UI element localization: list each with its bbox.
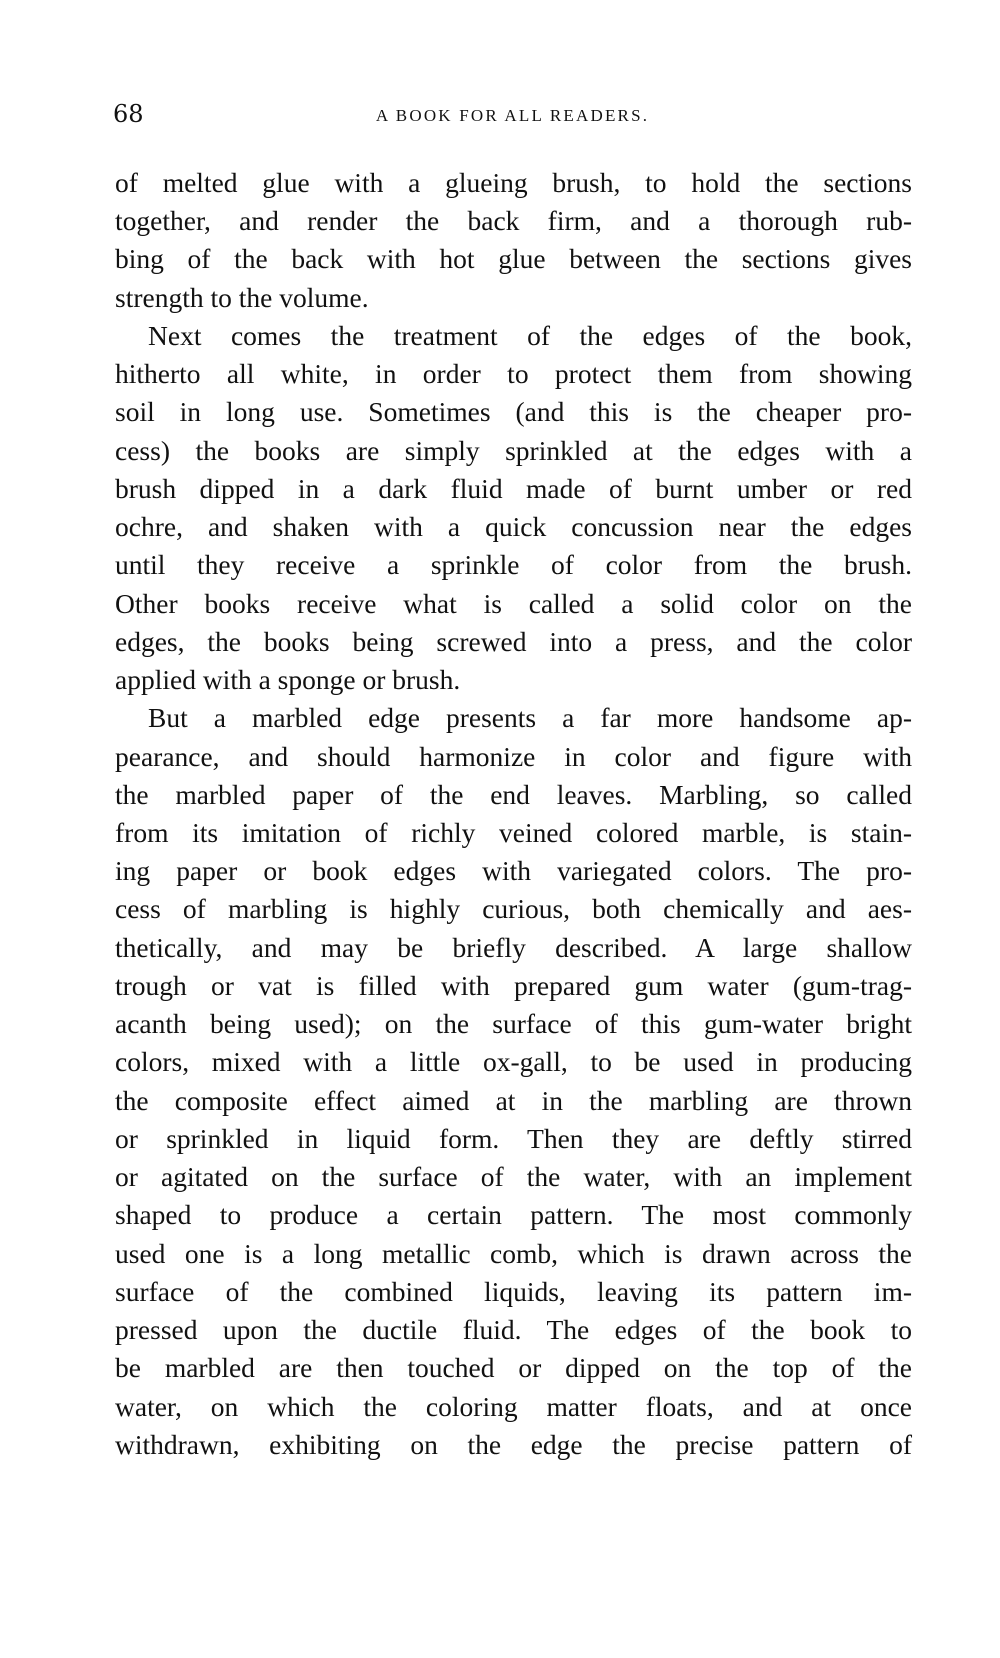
text-line: from its imitation of richly veined colored marble, is stain- [115, 816, 912, 848]
text-line: cess of marbling is highly curious, both chemically and aes- [115, 893, 912, 925]
text-line: the composite effect aimed at in the marbling are thrown [115, 1084, 912, 1116]
text-line: soil in long use. Sometimes (and this is the cheaper pro- [115, 396, 912, 428]
text-line: the marbled paper of the end leaves. Marbling, so called [115, 778, 912, 810]
text-line: together, and render the back firm, and a thorough rub- [115, 205, 912, 237]
text-line: ochre, and shaken with a quick concussion near the edges [115, 511, 912, 543]
text-line: thetically, and may be briefly described. A large shallow [115, 931, 912, 963]
text-line: strength to the volume. [115, 281, 369, 313]
text-line: used one is a long metallic comb, which is drawn across the [115, 1237, 912, 1269]
text-line: applied with a sponge or brush. [115, 664, 461, 696]
running-head: A BOOK FOR ALL READERS. [375, 106, 650, 125]
text-line: But a marbled edge presents a far more handsome ap- [148, 702, 912, 734]
text-line: cess) the books are simply sprinkled at the edges with a [115, 434, 912, 466]
text-line: ing paper or book edges with variegated colors. The pro- [115, 855, 912, 887]
text-line: pressed upon the ductile fluid. The edges of the book to [115, 1314, 912, 1346]
text-line: acanth being used); on the surface of this gum-water bright [115, 1008, 912, 1040]
page-number: 68 [113, 100, 144, 128]
text-line: or agitated on the surface of the water, with an implement [115, 1161, 912, 1193]
text-line: of melted glue with a glueing brush, to hold the sections [115, 167, 912, 198]
text-line: shaped to produce a certain pattern. The most commonly [115, 1199, 912, 1231]
text-line: brush dipped in a dark fluid made of burnt umber or red [115, 472, 912, 504]
text-line: until they receive a sprinkle of color from the brush. [115, 549, 912, 581]
text-line: Next comes the treatment of the edges of the book, [148, 319, 912, 351]
text-line: withdrawn, exhibiting on the edge the precise pattern of [115, 1428, 912, 1460]
text-line: pearance, and should harmonize in color and figure with [115, 740, 912, 772]
text-line: or sprinkled in liquid form. Then they are deftly stirred [115, 1122, 912, 1154]
text-line: hitherto all white, in order to protect them from showing [115, 358, 912, 390]
text-line: colors, mixed with a little ox-gall, to be used in producing [115, 1046, 912, 1078]
text-line: surface of the combined liquids, leaving its pattern im- [115, 1275, 912, 1307]
text-line: water, on which the coloring matter floats, and at once [115, 1390, 912, 1422]
text-line: Other books receive what is called a solid color on the [115, 587, 912, 619]
text-line: edges, the books being screwed into a press, and the color [115, 625, 912, 657]
text-line: bing of the back with hot glue between the sections gives [115, 243, 912, 275]
text-line: trough or vat is filled with prepared gum water (gum-trag- [115, 969, 912, 1001]
body-text [115, 164, 912, 1464]
text-line: be marbled are then touched or dipped on the top of the [115, 1352, 912, 1384]
